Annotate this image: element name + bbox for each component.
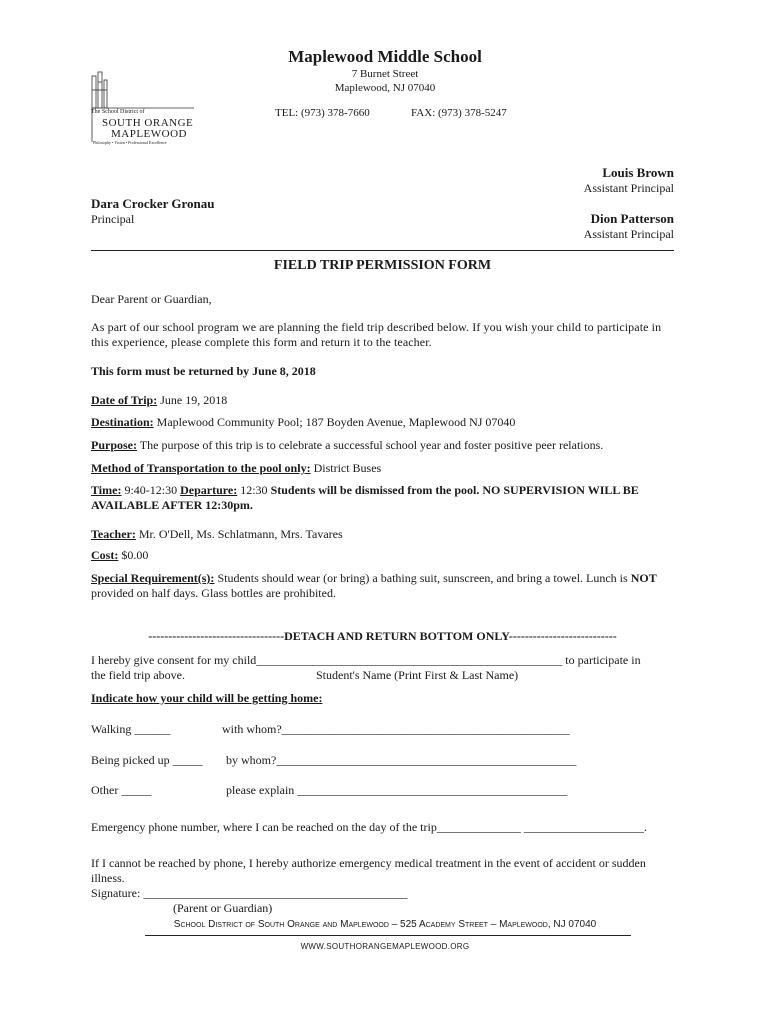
medical-auth-line-1: If I cannot be reached by phone, I hereby authorize emergency medical treatment in the event of accident or sudden [91, 856, 646, 870]
student-name-field[interactable]: ___________________________________________________ [256, 653, 563, 667]
header-divider [91, 250, 674, 251]
departure-label: Departure: [180, 483, 238, 497]
school-name: Maplewood Middle School [288, 47, 482, 66]
transportation [91, 461, 381, 476]
purpose-value: The purpose of this trip is to celebrate a successful school year and foster positive peer relations. [137, 438, 604, 452]
signature-caption: (Parent or Guardian) [173, 901, 273, 915]
asst-principal-1-name: Louis Brown [602, 165, 674, 180]
cost-label: Cost: [91, 548, 119, 562]
asst-principal-2-name: Dion Patterson [590, 211, 674, 226]
school-street: 7 Burnet Street [351, 68, 419, 80]
time-label: Time: [91, 483, 122, 497]
teacher-label: Teacher: [91, 527, 136, 541]
logo-line2: SOUTH ORANGE [102, 117, 194, 129]
fax-number: FAX: (973) 378-5247 [411, 107, 507, 119]
date-label: Date of Trip: [91, 393, 158, 407]
transport-label: Method of Transportation to the pool only: [91, 461, 311, 475]
other-field[interactable]: Other _____ [91, 783, 152, 797]
footer-website[interactable]: WWW.SOUTHORANGEMAPLEWOOD.ORG [300, 942, 470, 951]
time-value: 9:40-12:30 [121, 483, 181, 497]
medical-auth-line-2: illness. [91, 871, 125, 885]
consent-text: I hereby give consent for my child [91, 653, 257, 667]
date-value: June 19, 2018 [157, 393, 228, 407]
special-not: NOT [630, 571, 657, 585]
student-name-caption: Student's Name (Print First & Last Name) [316, 668, 519, 682]
phone-number: TEL: (973) 378-7660 [275, 107, 370, 119]
dismissal-line-1: Students will be dismissed from the pool. NO SUPERVISION WILL BE [270, 483, 639, 497]
logo-line1: The School District of [91, 109, 145, 115]
special-value: Students should wear (or bring) a bathing suit, sunscreen, and bring a towel. Lunch is [214, 571, 631, 585]
special-requirements [91, 571, 657, 586]
consent-line [91, 653, 641, 668]
intro-line-1: As part of our school program we are planning the field trip described below. If you wish your child to participate in [91, 320, 662, 334]
consent-text-end: to participate in [562, 653, 641, 667]
destination [91, 415, 515, 430]
logo-line3: MAPLEWOOD [111, 128, 187, 140]
return-deadline: This form must be returned by June 8, 2018 [91, 364, 316, 378]
transport-value: District Buses [310, 461, 382, 475]
emergency-phone-field[interactable]: Emergency phone number, where I can be reached on the day of the trip______________ ____________________. [91, 820, 647, 834]
purpose-label: Purpose: [91, 438, 137, 452]
logo-line4: Philosophy • Vision • Professional Excellence [93, 140, 167, 145]
teacher-value: Mr. O'Dell, Ms. Schlatmann, Mrs. Tavares [135, 527, 343, 541]
footer-address: School District of South Orange and Maplewood – 525 Academy Street – Maplewood, NJ 07040 [173, 919, 597, 930]
cost-value: $0.00 [118, 548, 149, 562]
teacher [91, 527, 343, 542]
purpose [91, 438, 603, 453]
principal-name: Dara Crocker Gronau [91, 196, 215, 211]
date-of-trip [91, 393, 227, 408]
departure-value: 12:30 [237, 483, 271, 497]
school-city: Maplewood, NJ 07040 [334, 82, 436, 94]
detach-line: ----------------------------------DETACH AND RETURN BOTTOM ONLY--------------------------- [148, 629, 617, 643]
cost [91, 548, 148, 563]
consent-line-2: the field trip above. [91, 668, 185, 682]
destination-value: Maplewood Community Pool; 187 Boyden Avenue, Maplewood NJ 07040 [153, 415, 516, 429]
picked-up-field[interactable]: Being picked up _____ [91, 753, 203, 767]
dismissal-line-2: AVAILABLE AFTER 12:30pm. [91, 498, 253, 512]
time-departure [91, 483, 639, 498]
signature-field[interactable]: Signature: ____________________________________________ [91, 886, 408, 900]
walking-field[interactable]: Walking ______ [91, 722, 171, 736]
asst-principal-1-title: Assistant Principal [583, 181, 674, 195]
footer-divider [145, 935, 631, 936]
other-explain-field[interactable]: please explain _____________________________________________ [226, 783, 568, 797]
special-label: Special Requirement(s): [91, 571, 215, 585]
salutation: Dear Parent or Guardian, [91, 292, 212, 306]
intro-line-2: this experience, please complete this form and return it to the teacher. [91, 335, 432, 349]
walking-with-whom-field[interactable]: with whom?________________________________________________ [222, 722, 570, 736]
form-title: FIELD TRIP PERMISSION FORM [273, 258, 492, 273]
special-line-2: provided on half days. Glass bottles are prohibited. [91, 586, 336, 600]
district-logo [89, 70, 199, 148]
asst-principal-2-title: Assistant Principal [583, 227, 674, 241]
getting-home-heading: Indicate how your child will be getting home: [91, 691, 323, 705]
principal-title: Principal [91, 212, 135, 226]
destination-label: Destination: [91, 415, 154, 429]
picked-up-by-whom-field[interactable]: by whom?__________________________________________________ [226, 753, 577, 767]
